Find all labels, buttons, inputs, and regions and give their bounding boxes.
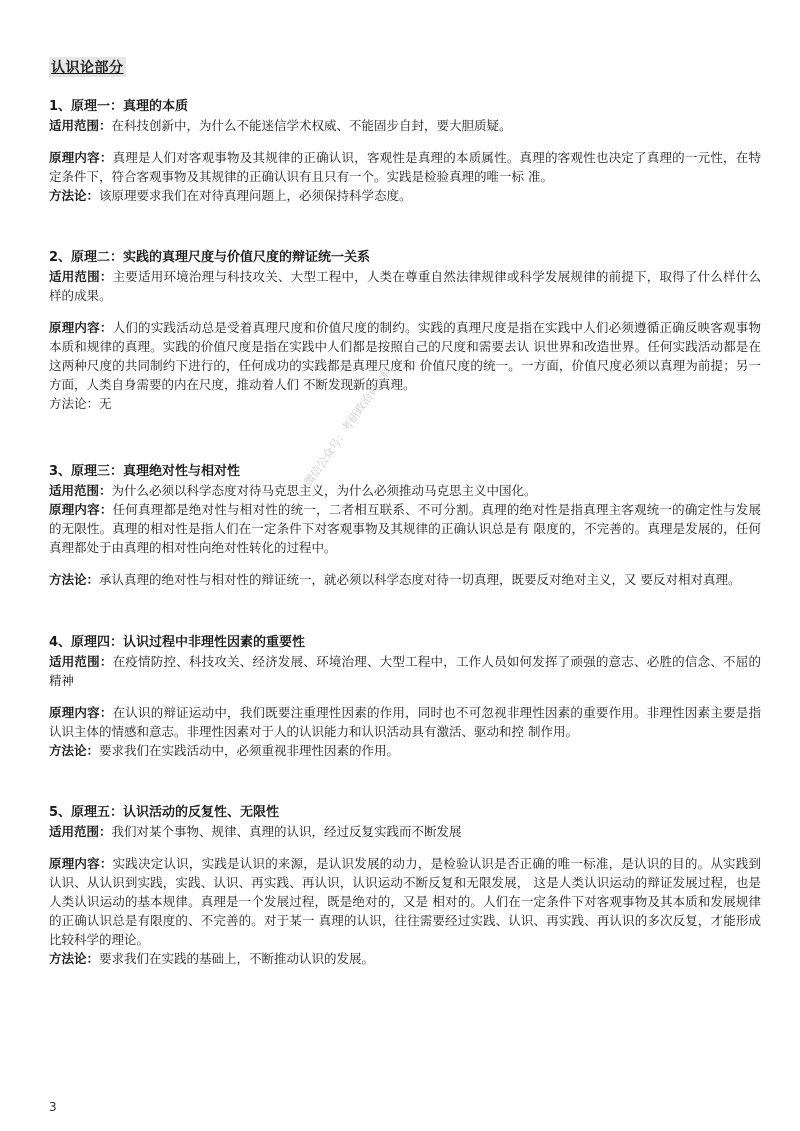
- page-number: 3: [49, 1100, 57, 1114]
- method-text: 要求我们在实践的基础上，不断推动认识的发展。: [99, 951, 375, 966]
- content-label: 原理内容：: [49, 705, 113, 720]
- method-label: 方法论：: [49, 188, 100, 203]
- scope-label: 适用范围：: [49, 654, 113, 669]
- section-heading: 认识论部分: [49, 57, 126, 77]
- content-text: 实践决定认识，实践是认识的来源，是认识发展的动力，是检验认识是否正确的唯一标准，是认识的目的。从实践到认识、从认识到实践，实践、认识、再实践、再认识，认识运动不断反复和无限发展， 这是人类认识运动的辩证发展过程，也是人类认识运动的基本规律。真理是一个发展过程，既是绝对的，又是 相对的。人们在一定条件下对客观事物及其本质和发展规律的正确认识总是有限度的、不完善的。对于某一 真理的认识，往往需要经过实践、认识、再实践、再认识的多次反复，才能形成比较科学的理论。: [49, 856, 761, 947]
- scope-label: 适用范围：: [49, 269, 113, 284]
- method-label: 方法论：: [49, 951, 100, 966]
- principle-4: [49, 633, 761, 760]
- principle-5: [49, 803, 761, 968]
- principle-3: [49, 462, 761, 589]
- content-text: 人们的实践活动总是受着真理尺度和价值尺度的制约。实践的真理尺度是指在实践中人们必须遵循正确反映客观事物本质和规律的真理。实践的价值尺度是指在实践中人们都是按照自己的尺度和需要去认 识世界和改造世界。任何实践活动都是在这两种尺度的共同制约下进行的，任何成功的实践都是真理尺度和 价值尺度的统一。一方面，价值尺度必须以真理为前提；另一方面，人类自身需要的内在尺度，推动着人们 不断发现新的真理。: [49, 320, 761, 392]
- principle-2: [49, 248, 761, 413]
- content-label: 原理内容：: [49, 320, 113, 335]
- method-label: 方法论：: [49, 743, 100, 758]
- principle-title: 4、原理四：认识过程中非理性因素的重要性: [49, 635, 306, 650]
- scope-text: 在疫情防控、科技攻关、经济发展、环境治理、大型工程中，工作人员如何发挥了顽强的意志、必胜的信念、不屈的精神: [49, 654, 761, 688]
- method-label: 方法论：: [49, 572, 100, 587]
- content-label: 原理内容：: [49, 150, 113, 165]
- method-text: 要求我们在实践活动中，必须重视非理性因素的作用。: [99, 743, 400, 758]
- watermark: 微信公众号：考研政治黄大叔: [301, 364, 395, 489]
- principle-1: [49, 97, 761, 205]
- method-text: 承认真理的绝对性与相对性的辩证统一，就必须以科学态度对待一切真理，既要反对绝对主义，又 要反对相对真理。: [99, 572, 741, 587]
- scope-text: 为什么必须以科学态度对待马克思主义，为什么必须推动马克思主义中国化。: [111, 483, 537, 498]
- method-text: 无: [99, 396, 112, 411]
- scope-label: 适用范围：: [49, 118, 112, 133]
- method-text: 该原理要求我们在对待真理问题上，必须保持科学态度。: [99, 188, 412, 203]
- content-label: 原理内容：: [49, 502, 113, 517]
- content-text: 任何真理都是绝对性与相对性的统一，二者相互联系、不可分割。真理的绝对性是指真理主客观统一的确定性与发展的无限性。真理的相对性是指人们在一定条件下对客观事物及其规律的正确认识总是有 限度的，不完善的。真理是发展的，任何真理都处于由真理的相对性向绝对性转化的过程中。: [49, 502, 761, 555]
- scope-text: 我们对某个事物、规律、真理的认识，经过反复实践而不断发展: [111, 824, 462, 839]
- content-text: 在认识的辩证运动中，我们既要注重理性因素的作用，同时也不可忽视非理性因素的重要作用。非理性因素主要是指认识主体的情感和意志。非理性因素对于人的认识能力和认识活动具有激活、驱动和控 制作用。: [49, 705, 761, 739]
- principle-title: 5、原理五：认识活动的反复性、无限性: [49, 805, 280, 820]
- scope-label: 适用范围：: [49, 824, 112, 839]
- content-text: 真理是人们对客观事物及其规律的正确认识，客观性是真理的本质属性。真理的客观性也决定了真理的一元性，在特定条件下，符合客观事物及其规律的正确认识有且只有一个。实践是检验真理的唯一标 准。: [49, 150, 761, 184]
- content-label: 原理内容：: [49, 856, 113, 871]
- scope-label: 适用范围：: [49, 483, 112, 498]
- principle-title: 1、原理一：真理的本质: [49, 99, 189, 114]
- method-label: 方法论：: [49, 396, 100, 411]
- principle-title: 2、原理二：实践的真理尺度与价值尺度的辩证统一关系: [49, 250, 371, 265]
- principle-title: 3、原理三：真理绝对性与相对性: [49, 464, 241, 479]
- scope-text: 主要适用环境治理与科技攻关、大型工程中，人类在尊重自然法律规律或科学发展规律的前提下，取得了什么样什么样的成果。: [49, 269, 761, 303]
- scope-text: 在科技创新中，为什么不能迷信学术权威、不能固步自封，要大胆质疑。: [111, 118, 512, 133]
